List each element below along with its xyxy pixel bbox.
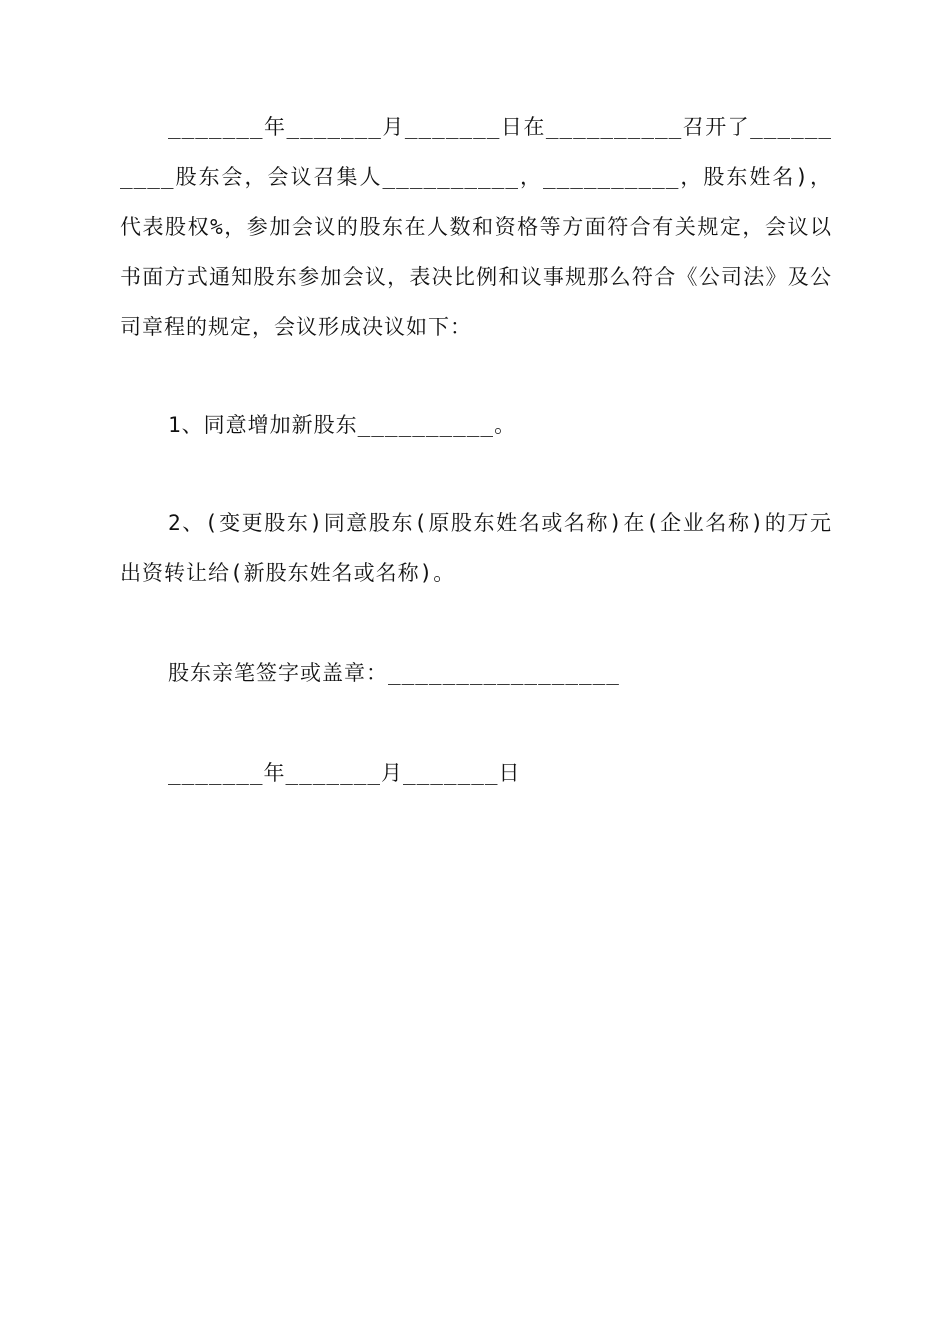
signature-line: 股东亲笔签字或盖章：_________________ [168, 661, 620, 685]
date-line: _______年_______月_______日 [168, 761, 521, 785]
resolution-1-paragraph: 1、同意增加新股东__________。 [168, 413, 517, 437]
intro-paragraph: _______年_______月_______日在__________召开了__________股东会，会议召集人__________，__________，股东姓名)，代表股权%，参加会议的股东在人数和资格等方面符合有关规定，会议以书面方式通知股东参加会议，表决比例和议事规那么符合《公司法》及公司章程的规定，会议形成决议如下： [120, 115, 832, 339]
resolution-2-paragraph: 2、(变更股东)同意股东(原股东姓名或名称)在(企业名称)的万元出资转让给(新股东姓名或名称)。 [120, 511, 832, 585]
